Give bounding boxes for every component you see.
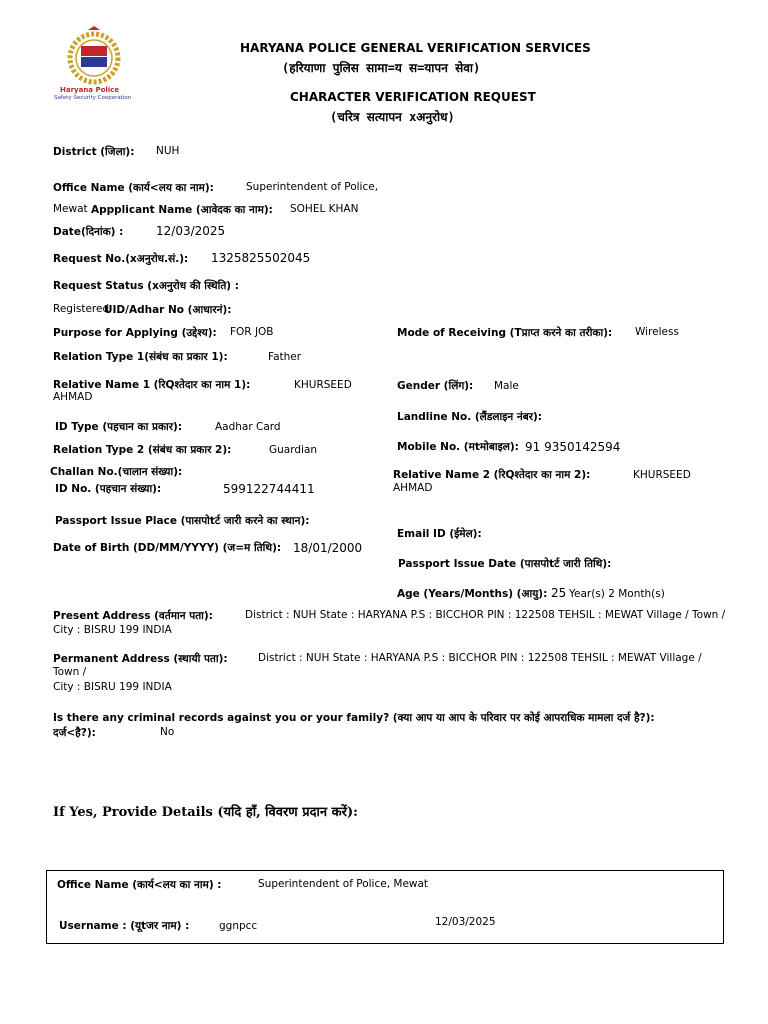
haryana-police-logo	[54, 26, 134, 106]
permanent-address-value: District : NUH State : HARYANA P.S : BICCHOR PIN : 122508 TEHSIL : MEWAT Village /	[258, 652, 702, 664]
footer-username-label: Username : (यूtजर नाम) :	[59, 920, 190, 932]
footer-username-value: ggnpcc	[219, 920, 258, 932]
request-no-label: Request No.(xअनुरोध.सं.):	[53, 253, 189, 265]
mode-of-receiving-value: Wireless	[635, 326, 679, 338]
page-title-hindi: (हरियाणा पुलिस सामा=य स=यापन सेवा)	[282, 61, 481, 75]
mode-of-receiving-label: Mode of Receiving (Tप्राप्त करने का तरीका):	[397, 327, 613, 339]
gender-label: Gender (लिंग):	[397, 380, 474, 392]
district-label: District (जिला):	[53, 146, 135, 158]
mobile-label: Mobile No. (मtमोबाइल):	[397, 441, 519, 453]
relation-type-2-label: Relation Type 2 (संबंध का प्रकार 2):	[53, 444, 232, 456]
page-title: HARYANA POLICE GENERAL VERIFICATION SERVICES	[240, 41, 591, 55]
purpose-label: Purpose for Applying (उद्देश्य):	[53, 327, 217, 339]
landline-label: Landline No. (लैंडलाइन नंबर):	[397, 411, 542, 423]
present-address-value: District : NUH State : HARYANA P.S : BICCHOR PIN : 122508 TEHSIL : MEWAT Village / Town /	[245, 609, 726, 621]
id-no-label: ID No. (पहचान संख्या):	[55, 483, 162, 495]
office-name-value-cont: Mewat	[53, 203, 88, 215]
purpose-value: FOR JOB	[230, 326, 274, 338]
age-years-value: 25	[551, 586, 567, 600]
relation-type-1-value: Father	[268, 351, 302, 363]
id-type-label: ID Type (पहचान का प्रकार):	[55, 421, 183, 433]
relation-type-1-label: Relation Type 1(संबंध का प्रकार 1):	[53, 351, 228, 363]
criminal-records-label-cont: दर्ज<है?):	[53, 727, 96, 739]
present-address-label: Present Address (वर्तमान पता):	[53, 610, 213, 622]
criminal-records-label: Is there any criminal records against you or your family? (क्या आप या आप के परिवार पर कोई आपराधिक मामला दर्ज है?):	[53, 712, 655, 724]
age-label: Age (Years/Months) (आयु):	[397, 588, 548, 600]
present-address-value-cont: City : BISRU 199 INDIA	[53, 624, 172, 636]
footer-office-label: Office Name (कार्य<लय का नाम) :	[57, 879, 222, 891]
footer-office-value: Superintendent of Police, Mewat	[258, 878, 429, 890]
request-no-value: 1325825502045	[211, 251, 311, 265]
footer-date-value: 12/03/2025	[435, 916, 496, 928]
uid-label: UID/Adhar No (आधारनं):	[104, 304, 232, 316]
if-yes-details-label: If Yes, Provide Details (यदि हाँ, विवरण प्रदान करें):	[53, 805, 358, 820]
id-type-value: Aadhar Card	[215, 421, 281, 433]
relative-name-1-label: Relative Name 1 (रिQश्तेदार का नाम 1):	[53, 379, 251, 391]
relation-type-2-value: Guardian	[269, 444, 318, 456]
applicant-name-label: Appplicant Name (आवेदक का नाम):	[91, 204, 273, 216]
date-value: 12/03/2025	[156, 224, 226, 238]
permanent-address-value-cont: Town /	[53, 666, 87, 678]
challan-label: Challan No.(चालान संख्या):	[50, 466, 183, 478]
relative-name-1-value-cont: AHMAD	[53, 391, 93, 403]
request-status-value: Registered	[53, 303, 110, 315]
relative-name-2-label: Relative Name 2 (रिQश्तेदार का नाम 2):	[393, 469, 591, 481]
email-label: Email ID (ईमेल):	[397, 528, 482, 540]
mobile-value: 91 9350142594	[525, 440, 621, 454]
relative-name-1-value: KHURSEED	[294, 379, 352, 391]
logo-subtext: Safety Security Cooperation	[54, 95, 132, 101]
relative-name-2-value-cont: AHMAD	[393, 482, 433, 494]
relative-name-2-value: KHURSEED	[633, 469, 691, 481]
applicant-name-value: SOHEL KHAN	[290, 203, 359, 215]
criminal-records-value: No	[160, 726, 175, 738]
dob-value: 18/01/2000	[293, 541, 363, 555]
page-subtitle: CHARACTER VERIFICATION REQUEST	[290, 90, 536, 104]
date-label: Date(दिनांक) :	[53, 226, 124, 238]
age-value: Year(s) 2 Month(s)	[569, 588, 665, 600]
permanent-address-label: Permanent Address (स्थायी पता):	[53, 653, 228, 665]
district-value: NUH	[156, 145, 180, 157]
permanent-address-value-cont2: City : BISRU 199 INDIA	[53, 681, 172, 693]
gender-value: Male	[494, 380, 519, 392]
id-no-value: 599122744411	[223, 482, 315, 496]
logo-text: Haryana Police	[60, 86, 120, 94]
office-footer-box	[46, 870, 724, 944]
request-status-label: Request Status (xअनुरोध की स्थिति) :	[53, 280, 239, 292]
police-emblem-icon	[54, 26, 134, 106]
page-subtitle-hindi: (चरित्र सत्यापन xअनुरोध)	[330, 110, 455, 124]
passport-issue-place-label: Passport Issue Place (पासपोtर्ट जारी करने का स्थान):	[55, 515, 310, 527]
office-name-label: Office Name (कार्य<लय का नाम):	[53, 182, 214, 194]
office-name-value: Superintendent of Police,	[246, 181, 379, 193]
dob-label: Date of Birth (DD/MM/YYYY) (ज=म तिथि):	[53, 542, 282, 554]
passport-issue-date-label: Passport Issue Date (पासपोtर्ट जारी तिथि):	[398, 558, 612, 570]
